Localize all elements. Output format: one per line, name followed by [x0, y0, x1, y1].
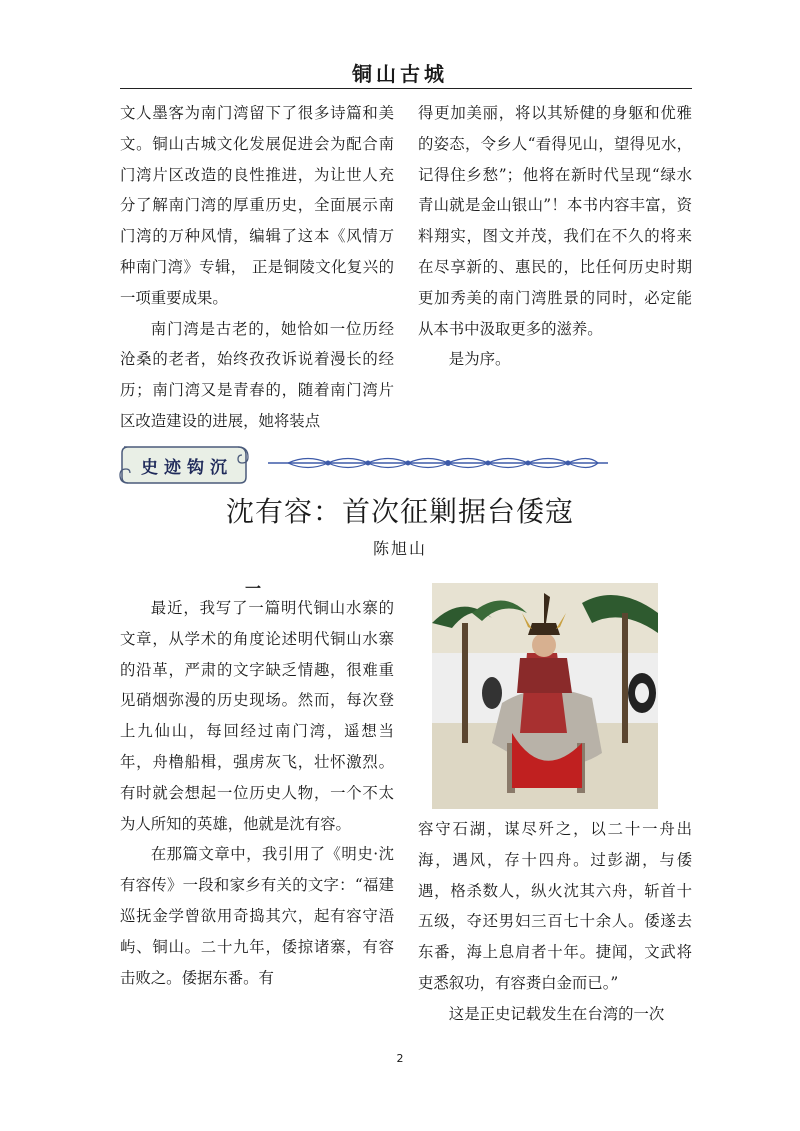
section-banner-label: 史迹钩沉 — [141, 458, 233, 478]
article-right-column — [418, 814, 692, 1030]
paragraph: 在那篇文章中，我引用了《明史·沈有容传》一段和家乡有关的文字：“福建巡抚金学曾欲用奇捣其穴，起有容守浯屿、铜山。二十九年，倭掠诸寨，有容击败之。倭据东番。有 — [120, 845, 394, 987]
top-right-column — [418, 98, 692, 375]
page-number: 2 — [396, 1052, 404, 1065]
section-banner — [118, 443, 252, 487]
paragraph: 南门湾是古老的，她恰如一位历经沧桑的老者，始终孜孜诉说着漫长的经历；南门湾又是青春的，随着南门湾片区改造建设的进展，她将装点 — [120, 319, 394, 430]
article-author: 陈旭山 — [372, 539, 427, 558]
paragraph: 文人墨客为南门湾留下了很多诗篇和美文。铜山古城文化发展促进会为配合南门湾片区改造的良性推进，为让世人充分了解南门湾的厚重历史，全面展示南门湾的万种风情，编辑了这本《风情万种南门湾》专辑， 正是铜陵文化复兴的一项重要成果。 — [120, 104, 394, 307]
paragraph: 最近，我写了一篇明代铜山水寨的文章，从学术的角度论述明代铜山水寨的沿革，严肃的文字缺乏情趣，很难重见硝烟弥漫的历史现场。然而，每次登上九仙山，每回经过南门湾，遥想当年，舟橹船楫，强虏灰飞，壮怀激烈。有时就会想起一位历史人物，一个不太为人所知的英雄，他就是沈有容。 — [120, 599, 394, 833]
paragraph: 容守石湖，谋尽歼之，以二十一舟出海，遇风，存十四舟。过彭湖，与倭遇，格杀数人，纵火沈其六舟，斩首十五级，夺还男妇三百七十余人。倭遂去东番，海上息肩者十年。捷闻，文武将吏悉叙功，有容赉白金而已。” — [418, 820, 692, 992]
top-left-column — [120, 98, 394, 437]
paragraph: 是为序。 — [448, 350, 511, 369]
paragraph: 这是正史记载发生在台湾的一次 — [448, 1004, 665, 1023]
decorative-border-icon — [268, 452, 608, 474]
samurai-illustration — [432, 583, 658, 809]
header-divider — [120, 88, 692, 89]
section-number: 一 — [244, 579, 261, 598]
article-left-column — [120, 593, 394, 993]
paragraph: 得更加美丽，将以其矫健的身躯和优雅的姿态，令乡人“看得见山，望得见水，记得住乡愁”；他将在新时代呈现“绿水青山就是金山银山”！本书内容丰富，资料翔实，图文并茂，我们在不久的将来在尽享新的、惠民的，比任何历史时期更加秀美的南门湾胜景的同时，必定能从本书中汲取更多的滋养。 — [418, 104, 692, 338]
article-title: 沈有容：首次征剿据台倭寇 — [225, 495, 574, 528]
running-header-title: 铜山古城 — [352, 62, 448, 86]
